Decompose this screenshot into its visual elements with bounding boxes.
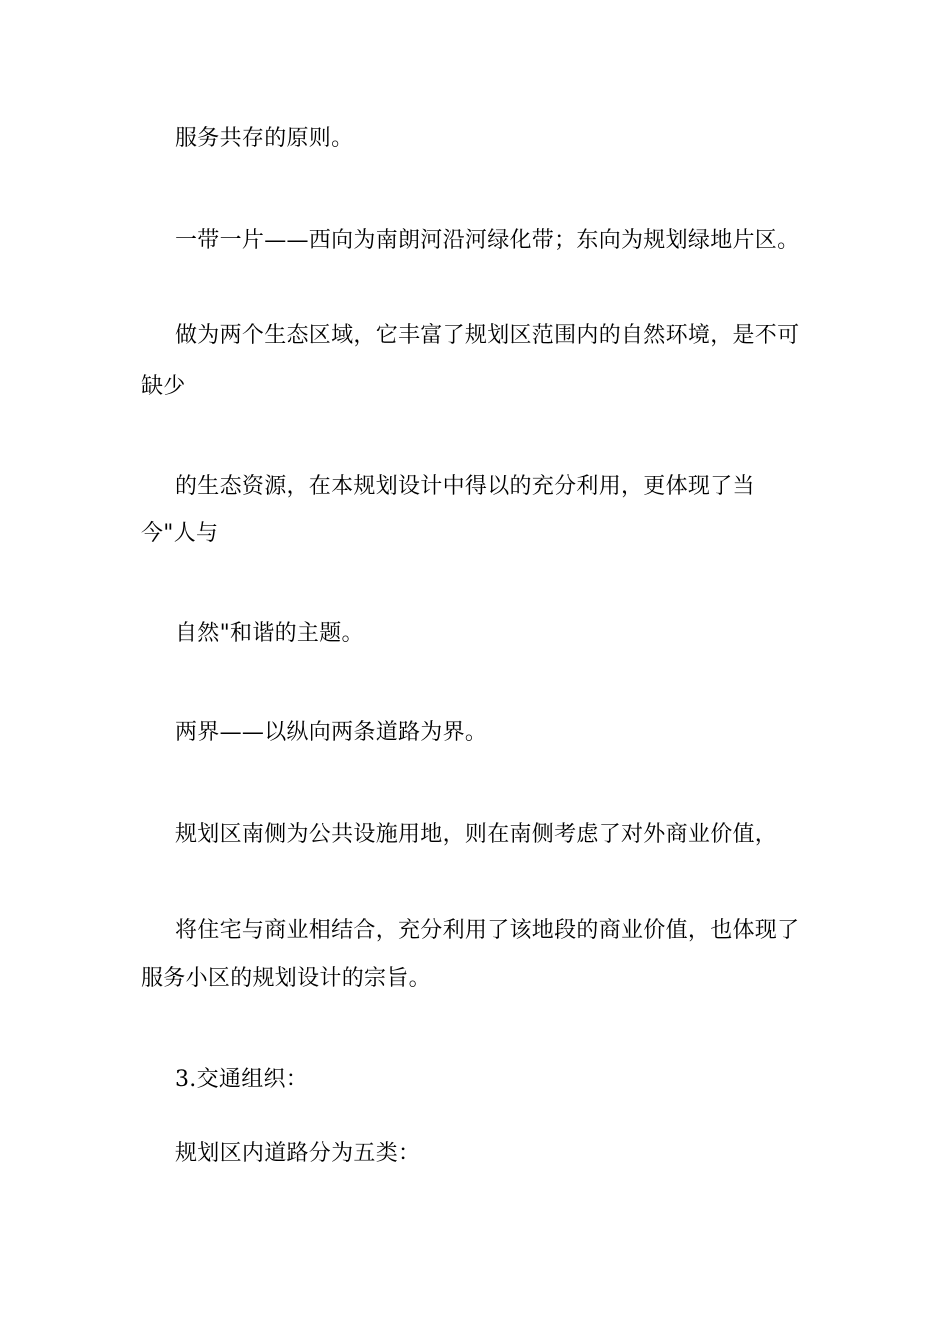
- text-line: 缺少: [141, 374, 186, 399]
- text-line: 服务小区的规划设计的宗旨。: [141, 966, 431, 991]
- text-line: 的生态资源，在本规划设计中得以的充分利用，更体现了当: [175, 474, 755, 499]
- text-line: 规划区内道路分为五类：: [175, 1141, 421, 1166]
- text-line: 规划区南侧为公共设施用地，则在南侧考虑了对外商业价值，: [175, 822, 778, 847]
- text-line: 服务共存的原则。: [175, 126, 354, 151]
- text-line: 做为两个生态区域，它丰富了规划区范围内的自然环境，是不可: [175, 323, 800, 348]
- text-line: 今"人与: [141, 521, 219, 546]
- text-line: 两界——以纵向两条道路为界。: [175, 720, 488, 745]
- text-line: 自然"和谐的主题。: [175, 621, 364, 646]
- text-line: 将住宅与商业相结合，充分利用了该地段的商业价值，也体现了: [175, 918, 800, 943]
- text-line: 一带一片——西向为南朗河沿河绿化带；东向为规划绿地片区。: [175, 228, 800, 253]
- section-heading: 3.交通组织：: [175, 1067, 309, 1092]
